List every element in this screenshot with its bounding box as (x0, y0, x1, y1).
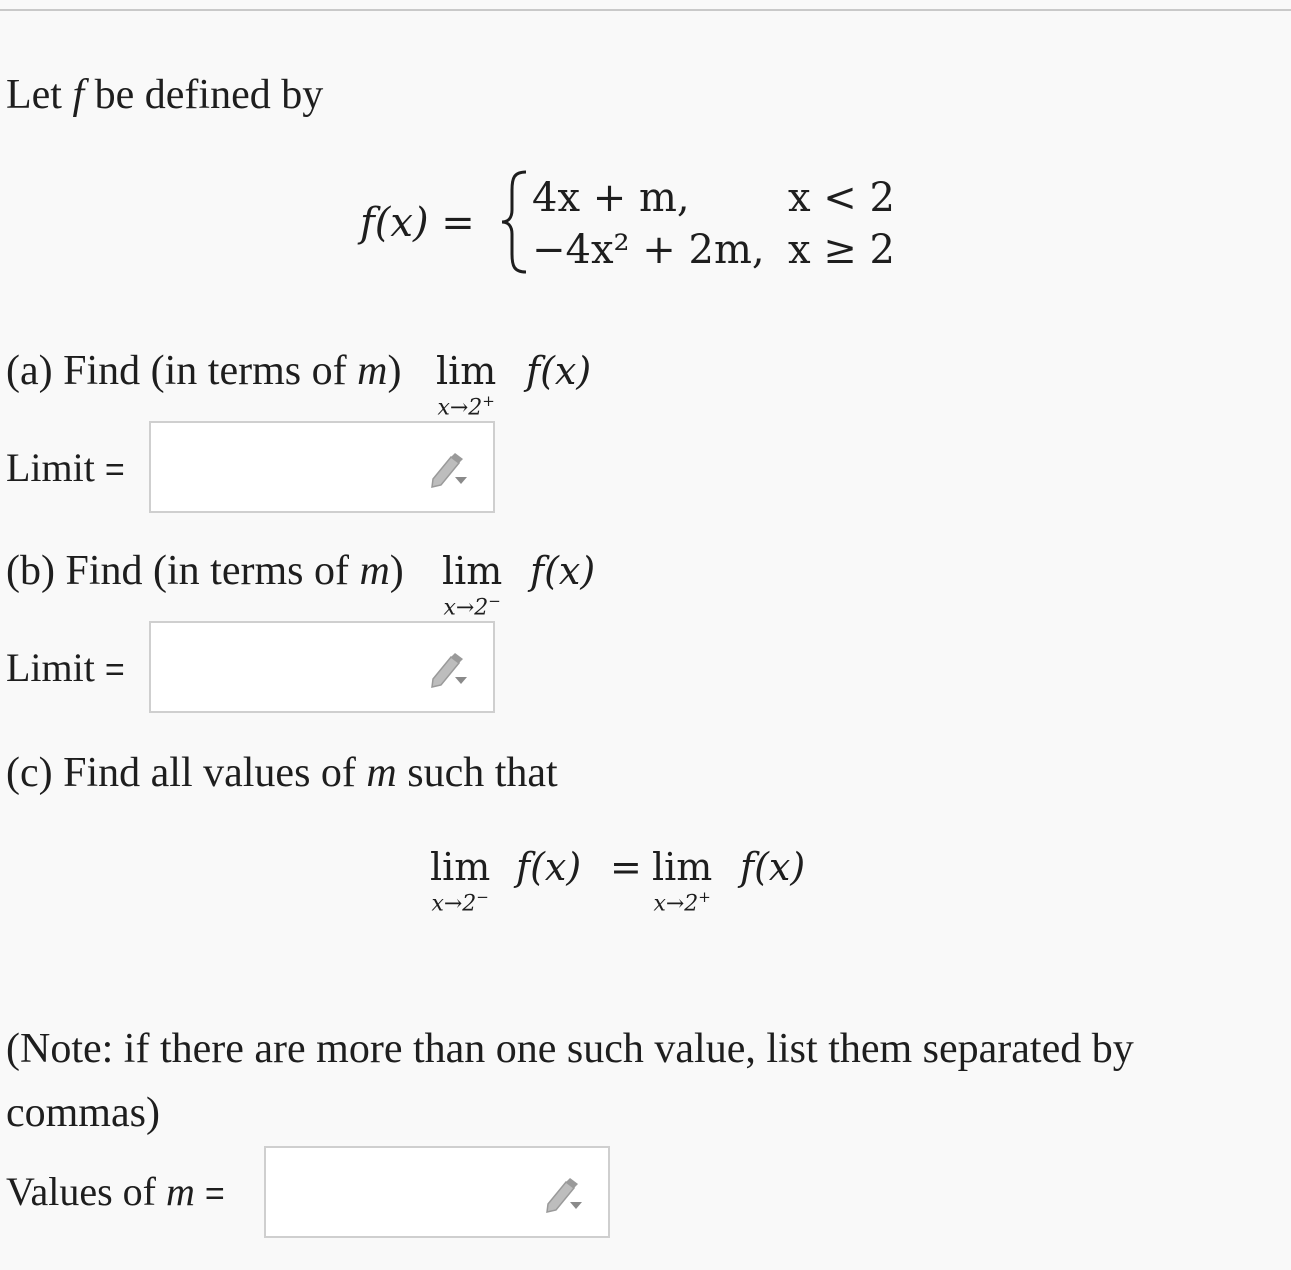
note-line-2: commas) (6, 1090, 160, 1136)
part-c-prefix: (c) Find all values of (6, 750, 356, 796)
lim-approach: x→2 (653, 891, 699, 917)
intro-suffix: be defined by (94, 72, 324, 118)
case-2-condition: x ≥ 2 (788, 227, 895, 273)
part-a-close: ) (387, 348, 402, 394)
lim-side: + (482, 392, 495, 410)
part-b-answer-input[interactable] (151, 623, 435, 713)
left-brace-icon (500, 170, 530, 274)
pencil-dropdown-icon[interactable] (429, 651, 469, 689)
part-c-question (6, 752, 558, 794)
equation-left-limit (430, 845, 491, 917)
part-c-suffix: such that (407, 750, 558, 796)
part-b-question (6, 550, 404, 592)
part-b-answer-box (149, 621, 495, 713)
limit-label: Limit (6, 445, 95, 490)
lim-operator: lim (430, 845, 491, 889)
lim-subscript (436, 394, 496, 419)
part-a-limit (436, 349, 497, 421)
part-b-answer-label (6, 645, 125, 690)
equation-right-limit (652, 845, 713, 917)
lim-approach: x→2 (443, 595, 489, 621)
part-b-function: f(x) (530, 549, 596, 593)
equation-equals: = (610, 845, 642, 889)
lim-operator: lim (436, 349, 497, 393)
equation-left-function: f(x) (516, 845, 582, 889)
part-b-close: ) (389, 548, 404, 594)
lim-subscript (652, 890, 712, 915)
lim-approach: x→2 (437, 395, 483, 421)
part-a-variable: m (357, 348, 388, 394)
intro-text (6, 74, 323, 116)
top-divider (0, 9, 1291, 11)
case-2-expr: −4x² + 2m, (532, 227, 765, 273)
part-c-answer-box (264, 1146, 610, 1238)
definition-lhs: f(x) = (360, 200, 475, 246)
part-b-variable: m (359, 548, 390, 594)
part-c-answer-label (6, 1169, 225, 1214)
part-b-limit (442, 549, 503, 621)
case-1-expr: 4x + m, (532, 175, 690, 221)
pencil-dropdown-icon[interactable] (544, 1176, 584, 1214)
part-a-answer-label (6, 445, 125, 490)
lim-side: − (476, 888, 489, 906)
lim-approach: x→2 (431, 891, 477, 917)
note-line-1: (Note: if there are more than one such value, list them separated by (6, 1026, 1134, 1072)
intro-func: f (72, 72, 85, 118)
piecewise-definition (360, 170, 900, 280)
lim-side: − (488, 592, 501, 610)
part-a-question (6, 350, 401, 392)
lim-operator: lim (652, 845, 713, 889)
part-a-answer-input[interactable] (151, 423, 435, 513)
lim-subscript (430, 890, 490, 915)
part-c-answer-input[interactable] (266, 1148, 550, 1238)
lim-side: + (698, 888, 711, 906)
equals-sign: = (204, 1175, 225, 1213)
equation-right-function: f(x) (740, 845, 806, 889)
lim-operator: lim (442, 549, 503, 593)
limit-label: Limit (6, 645, 95, 690)
part-b-prefix: (b) Find (in terms of (6, 548, 349, 594)
part-a-function: f(x) (526, 349, 592, 393)
equals-sign: = (104, 451, 125, 489)
case-1-condition: x < 2 (788, 175, 895, 221)
values-variable: m (165, 1169, 195, 1214)
intro-prefix: Let (6, 72, 62, 118)
pencil-dropdown-icon[interactable] (429, 451, 469, 489)
equals-sign: = (104, 651, 125, 689)
lim-subscript (442, 594, 502, 619)
part-a-answer-box (149, 421, 495, 513)
values-label: Values of (6, 1169, 156, 1214)
part-a-prefix: (a) Find (in terms of (6, 348, 347, 394)
part-c-variable: m (366, 750, 397, 796)
